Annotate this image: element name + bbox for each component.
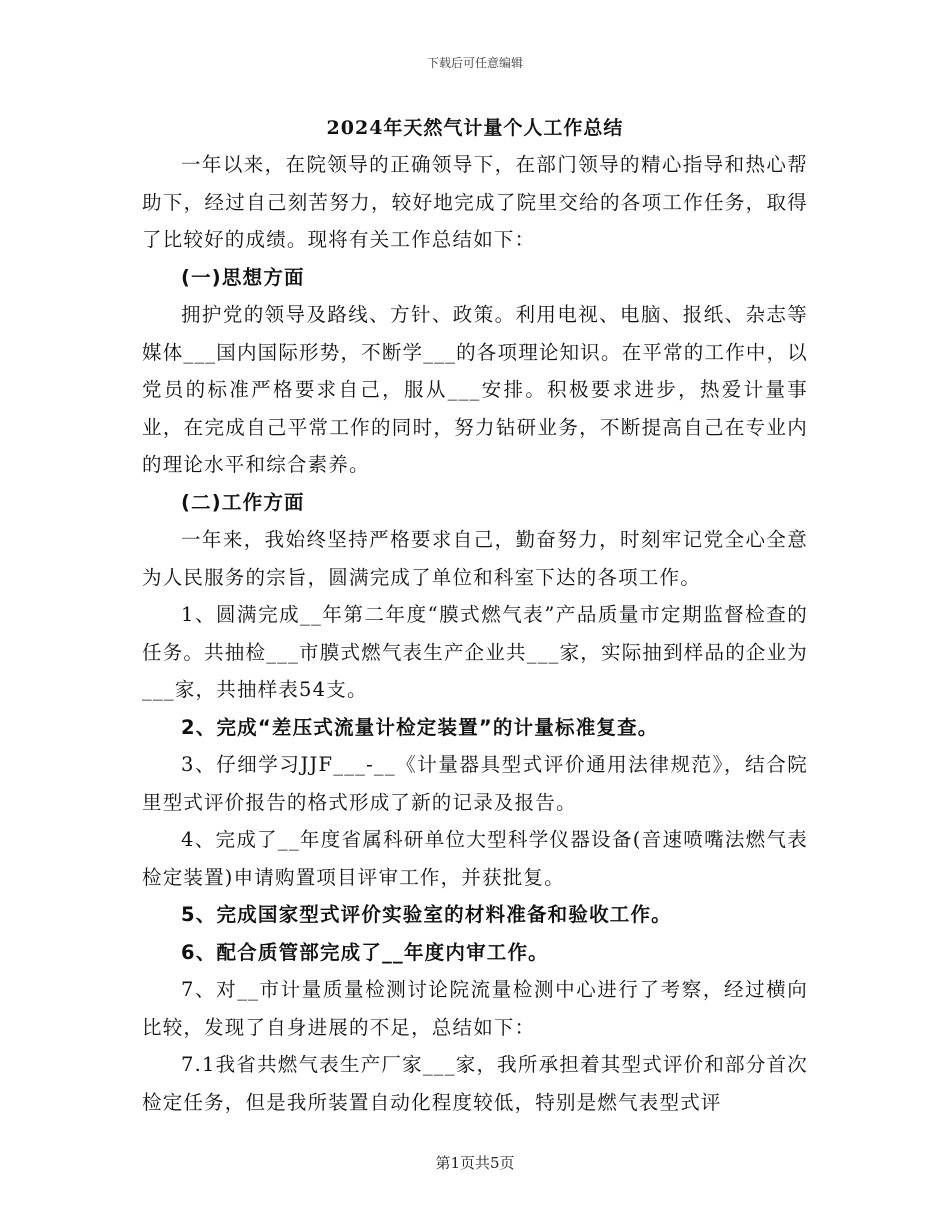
paragraph-item-7: 7、对__市计量质量检测讨论院流量检测中心进行了考察，经过横向比较，发现了自身进展的不足，总结如下： — [142, 978, 808, 1039]
paragraph-thought: 拥护党的领导及路线、方针、政策。利用电视、电脑、报纸、杂志等媒体___国内国际形势，不断学___的各项理论知识。在平常的工作中，以党员的标准严格要求自己，服从___安排。积极要求进步，热爱计量事业，在完成自己平常工作的同时，努力钻研业务，不断提高自己在专业内的理论水平和综合素养。 — [142, 303, 809, 476]
page-footer: 第1页共5页 — [435, 1154, 515, 1172]
section-heading-work: (二)工作方面 — [181, 490, 305, 514]
paragraph-item-4: 4、完成了__年度省属科研单位大型科学仪器设备(音速喷嘴法燃气表检定装置)申请购置项目评审工作，并获批复。 — [142, 828, 808, 889]
paragraph-work-intro: 一年来，我始终坚持严格要求自己，勤奋努力，时刻牢记党全心全意为人民服务的宗旨，圆满完成了单位和科室下达的各项工作。 — [142, 528, 808, 589]
paragraph-item-7-1: 7.1我省共燃气表生产厂家___家，我所承担着其型式评价和部分首次检定任务，但是我所装置自动化程度较低，特别是燃气表型式评 — [142, 1053, 808, 1114]
header-note: 下载后可任意编辑 — [426, 56, 523, 70]
paragraph-item-2: 2、完成“差压式流量计检定装置”的计量标准复查。 — [181, 715, 659, 739]
paragraph-item-5: 5、完成国家型式评价实验室的材料准备和验收工作。 — [181, 903, 672, 926]
document-title: 2024年天然气计量个人工作总结 — [326, 117, 624, 139]
paragraph-item-6: 6、配合质管部完成了__年度内审工作。 — [181, 940, 549, 964]
section-heading-thought: (一)思想方面 — [181, 265, 305, 289]
paragraph-item-3: 3、仔细学习JJF___-__《计量器具型式评价通用法律规范》，结合院里型式评价报告的格式形成了新的记录及报告。 — [142, 753, 808, 814]
document-body — [142, 146, 808, 1121]
paragraph-intro: 一年以来，在院领导的正确领导下，在部门领导的精心指导和热心帮助下，经过自己刻苦努力，较好地完成了院里交给的各项工作任务，取得了比较好的成绩。现将有关工作总结如下： — [142, 153, 808, 251]
paragraph-item-1: 1、圆满完成__年第二年度“膜式燃气表”产品质量市定期监督检查的任务。共抽检___市膜式燃气表生产企业共___家，实际抽到样品的企业为___家，共抽样表54支。 — [142, 603, 809, 701]
